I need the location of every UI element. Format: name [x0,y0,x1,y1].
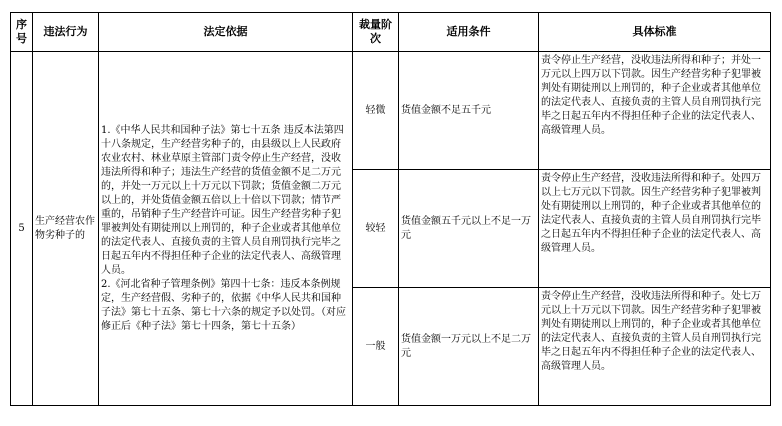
legal-basis-item-1: 1.《中华人民共和国种子法》第七十五条 违反本法第四十八条规定，生产经营劣种子的，由县级以上人民政府农业农村、林业草原主管部门责令停止生产经营，没收违法所得和种子；违法生产经营的货值金额不足二万元的，并处一万元以上十万元以下罚款；货值金额二万元以上的，并处货值金额五倍以上十倍以下罚款；情节严重的，吊销种子生产经营许可证。因生产经营劣种子犯罪被判处有期徒刑以上刑罚的，种子企业或者其他单位的法定代表人、直接负责的主管人员自刑罚执行完毕之日起五年内不得担任种子企业的法定代表人、高级管理人员。 [101,124,344,276]
condition-cell: 货值金额五千元以上不足一万元 [399,170,539,288]
header-standard: 具体标准 [539,13,771,52]
header-seq: 序号 [11,13,33,52]
standard-cell: 责令停止生产经营，没收违法所得和种子。处七万元以上十万元以下罚款。因生产经营劣种子犯罪被判处有期徒刑以上刑罚的，种子企业或者其他单位的法定代表人、直接负责的主管人员自刑罚执行完毕之日起五年内不得担任种子企业的法定代表人、高级管理人员。 [539,288,771,406]
level-cell: 较轻 [353,170,399,288]
level-cell: 轻微 [353,52,399,170]
header-level: 裁量阶次 [353,13,399,52]
penalty-table-wrapper [10,12,771,406]
row-behavior: 生产经营农作物劣种子的 [33,52,99,406]
penalty-discretion-table [10,12,771,406]
table-header-row [11,13,771,52]
row-legal-basis [99,52,353,406]
condition-cell: 货值金额不足五千元 [399,52,539,170]
condition-cell: 货值金额一万元以上不足二万元 [399,288,539,406]
level-cell: 一般 [353,288,399,406]
header-behavior: 违法行为 [33,13,99,52]
header-condition: 适用条件 [399,13,539,52]
table-row [11,52,771,170]
standard-cell: 责令停止生产经营，没收违法所得和种子；并处一万元以上四万以下罚款。因生产经营劣种子犯罪被判处有期徒刑以上刑罚的，种子企业或者其他单位的法定代表人、直接负责的主管人员自刑罚执行完毕之日起五年内不得担任种子企业的法定代表人、高级管理人员。 [539,52,771,170]
row-seq: 5 [11,52,33,406]
standard-cell: 责令停止生产经营，没收违法所得和种子。处四万以上七万元以下罚款。因生产经营劣种子犯罪被判处有期徒刑以上刑罚的，种子企业或者其他单位的法定代表人、直接负责的主管人员自刑罚执行完毕之日起五年内不得担任种子企业的法定代表人、高级管理人员。 [539,170,771,288]
legal-basis-item-2: 2.《河北省种子管理条例》第四十七条：违反本条例规定，生产经营假、劣种子的，依据《中华人民共和国种子法》第七十五条、第七十六条的规定予以处罚。（对应修正后《种子法》第七十四条，第七十五条） [101,278,346,332]
header-basis: 法定依据 [99,13,353,52]
